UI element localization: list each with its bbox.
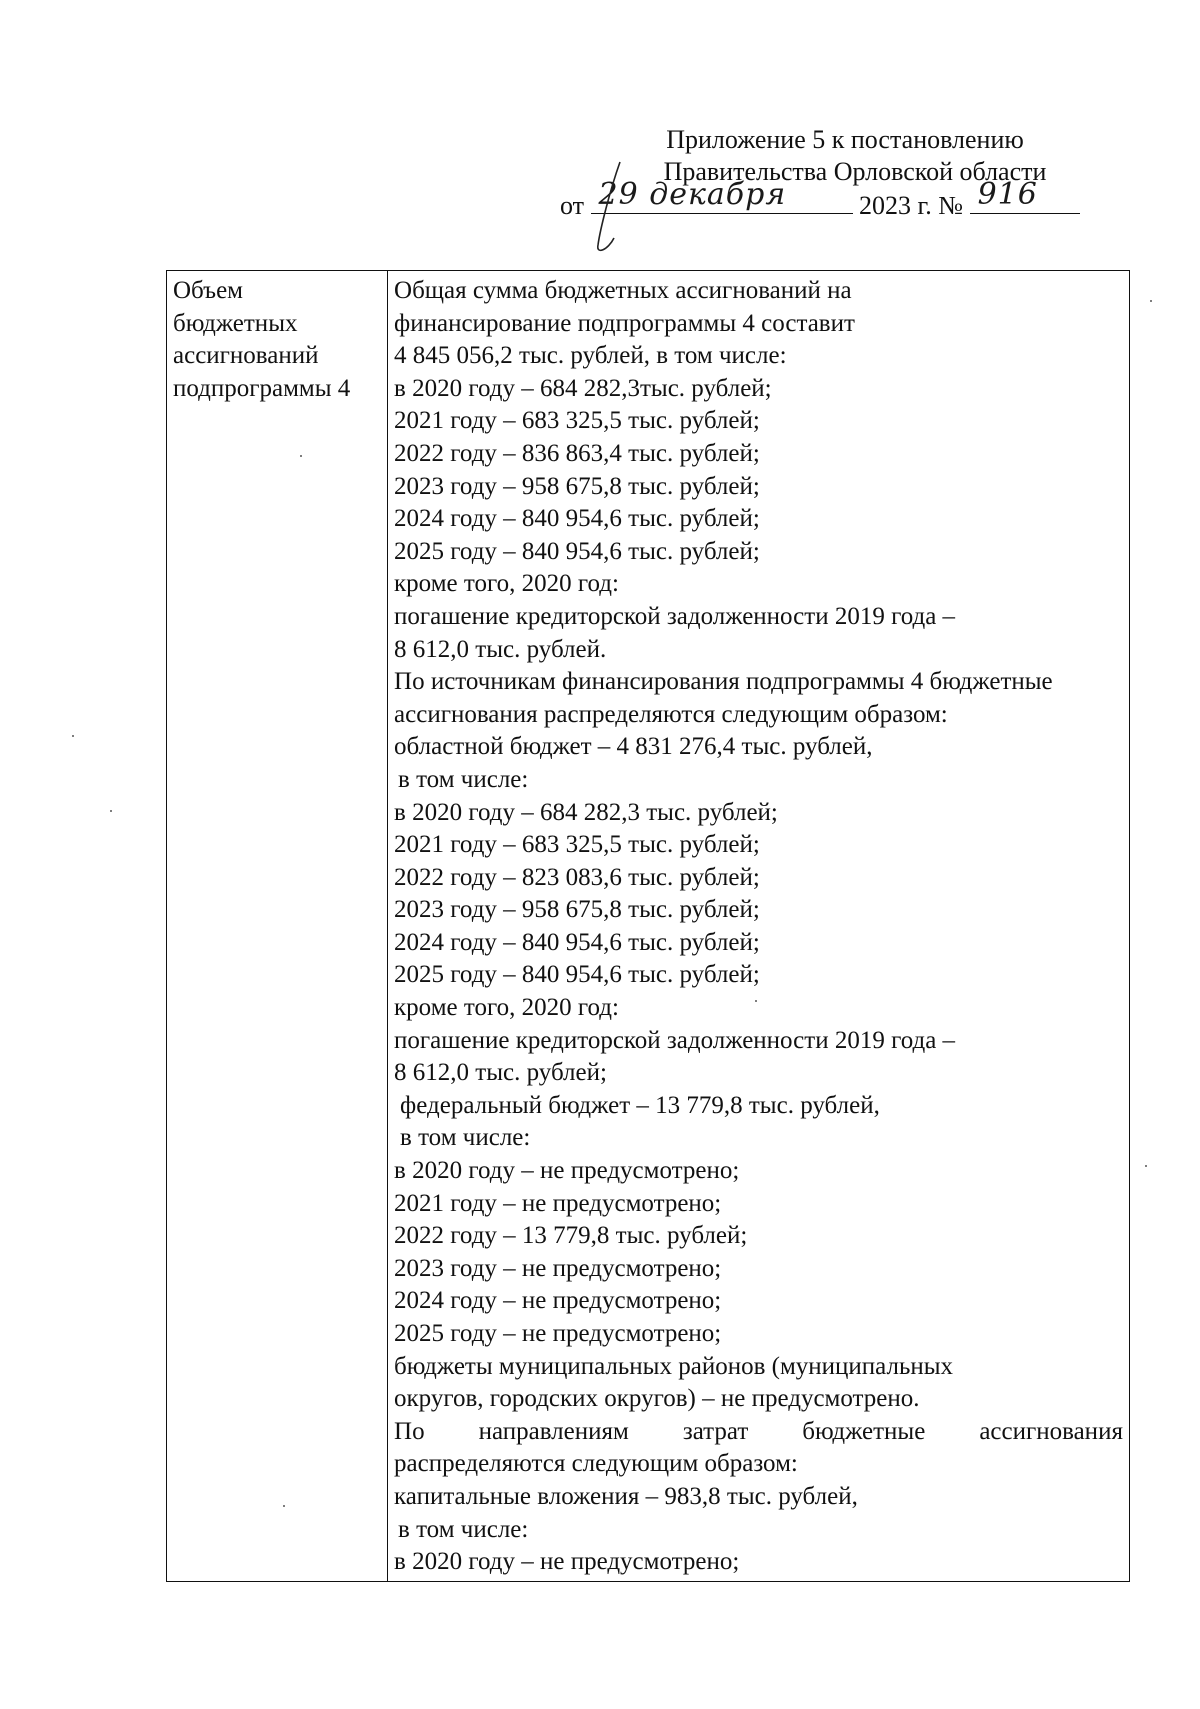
description-cell	[388, 271, 1130, 1582]
label-line: ассигнований	[173, 342, 319, 370]
text-line: По источникам финансирования подпрограммы 4 бюджетные	[394, 668, 1053, 696]
scan-speck	[110, 810, 112, 812]
text-line: 8 612,0 тыс. рублей.	[394, 635, 607, 663]
text-line: 2024 году – не предусмотрено;	[394, 1287, 722, 1315]
scan-speck	[1145, 1165, 1147, 1167]
label-line: Объем	[173, 277, 243, 304]
justified-word: ассигнования	[979, 1417, 1123, 1445]
text-line: Общая сумма бюджетных ассигнований на	[394, 277, 852, 304]
text-line: 2024 году – 840 954,6 тыс. рублей;	[394, 928, 760, 956]
text-line: кроме того, 2020 год:	[394, 994, 619, 1022]
number-blank	[970, 177, 1080, 214]
text-line: 2021 году – 683 325,5 тыс. рублей;	[394, 831, 760, 859]
justified-word: направлениям	[478, 1417, 629, 1445]
text-line: финансирование подпрограммы 4 составит	[394, 309, 855, 337]
text-line: 2021 году – 683 325,5 тыс. рублей;	[394, 407, 760, 435]
justified-word: бюджетные	[802, 1417, 926, 1445]
scan-speck	[72, 735, 74, 737]
text-line: 2023 году – 958 675,8 тыс. рублей;	[394, 472, 760, 500]
text-line: в 2020 году – 684 282,3тыс. рублей;	[394, 374, 772, 402]
justified-word: затрат	[682, 1417, 749, 1445]
text-line: 2025 году – не предусмотрено;	[394, 1320, 722, 1347]
text-line: в том числе:	[400, 1124, 531, 1152]
scan-speck	[1150, 300, 1152, 302]
text-line: 4 845 056,2 тыс. рублей, в том числе:	[394, 342, 787, 370]
text-line: федеральный бюджет – 13 779,8 тыс. рублей,	[400, 1091, 880, 1119]
table-row	[167, 271, 1130, 1582]
text-line: кроме того, 2020 год:	[394, 570, 619, 598]
text-line: 2023 году – 958 675,8 тыс. рублей;	[394, 896, 760, 924]
handwriting-stroke	[580, 150, 720, 260]
text-line: в 2020 году – не предусмотрено;	[394, 1548, 740, 1576]
text-line: в том числе:	[398, 1515, 529, 1543]
scan-speck	[283, 1505, 285, 1507]
text-line: 2025 году – 840 954,6 тыс. рублей;	[394, 961, 760, 989]
issuing-authority: Правительства Орловской области	[663, 157, 1047, 186]
label-line: подпрограммы 4	[173, 374, 351, 402]
text-line: округов, городских округов) – не предусмотрено.	[394, 1385, 920, 1413]
appendix-title: Приложение 5 к постановлению	[666, 125, 1024, 154]
scan-speck	[755, 1000, 757, 1002]
text-line: погашение кредиторской задолженности 2019 года –	[394, 1026, 956, 1054]
text-line: в том числе:	[398, 765, 529, 793]
justified-word: По	[394, 1417, 425, 1445]
text-line: погашение кредиторской задолженности 2019 года –	[394, 602, 956, 630]
text-line: 2022 году – 836 863,4 тыс. рублей;	[394, 439, 760, 467]
budget-allocation-table	[166, 270, 1130, 1582]
handwritten-number: 916	[977, 177, 1038, 212]
text-line: ассигнования распределяются следующим образом:	[394, 700, 948, 728]
year-and-number-label: 2023 г. №	[859, 191, 964, 220]
text-line: бюджеты муниципальных районов (муниципальных	[394, 1352, 954, 1380]
text-line: 2022 году – 13 779,8 тыс. рублей;	[394, 1222, 748, 1250]
text-line: 2023 году – не предусмотрено;	[394, 1254, 722, 1282]
date-prefix: от	[560, 191, 585, 220]
text-line: 2025 году – 840 954,6 тыс. рублей;	[394, 537, 760, 565]
text-line: распределяются следующим образом:	[394, 1450, 798, 1478]
label-cell	[167, 271, 388, 1582]
text-line: 2024 году – 840 954,6 тыс. рублей;	[394, 505, 760, 533]
handwritten-date: 29 декабря	[598, 177, 787, 212]
scan-speck	[300, 455, 302, 457]
text-line: в 2020 году – не предусмотрено;	[394, 1157, 740, 1185]
justified-text-line	[394, 1416, 1123, 1449]
text-line: областной бюджет – 4 831 276,4 тыс. рублей,	[394, 733, 873, 761]
text-line: капитальные вложения – 983,8 тыс. рублей,	[394, 1482, 858, 1510]
text-line: 8 612,0 тыс. рублей;	[394, 1059, 607, 1087]
text-line: 2022 году – 823 083,6 тыс. рублей;	[394, 863, 760, 891]
text-line: 2021 году – не предусмотрено;	[394, 1189, 722, 1217]
label-line: бюджетных	[173, 309, 298, 337]
text-line: в 2020 году – 684 282,3 тыс. рублей;	[394, 798, 778, 826]
